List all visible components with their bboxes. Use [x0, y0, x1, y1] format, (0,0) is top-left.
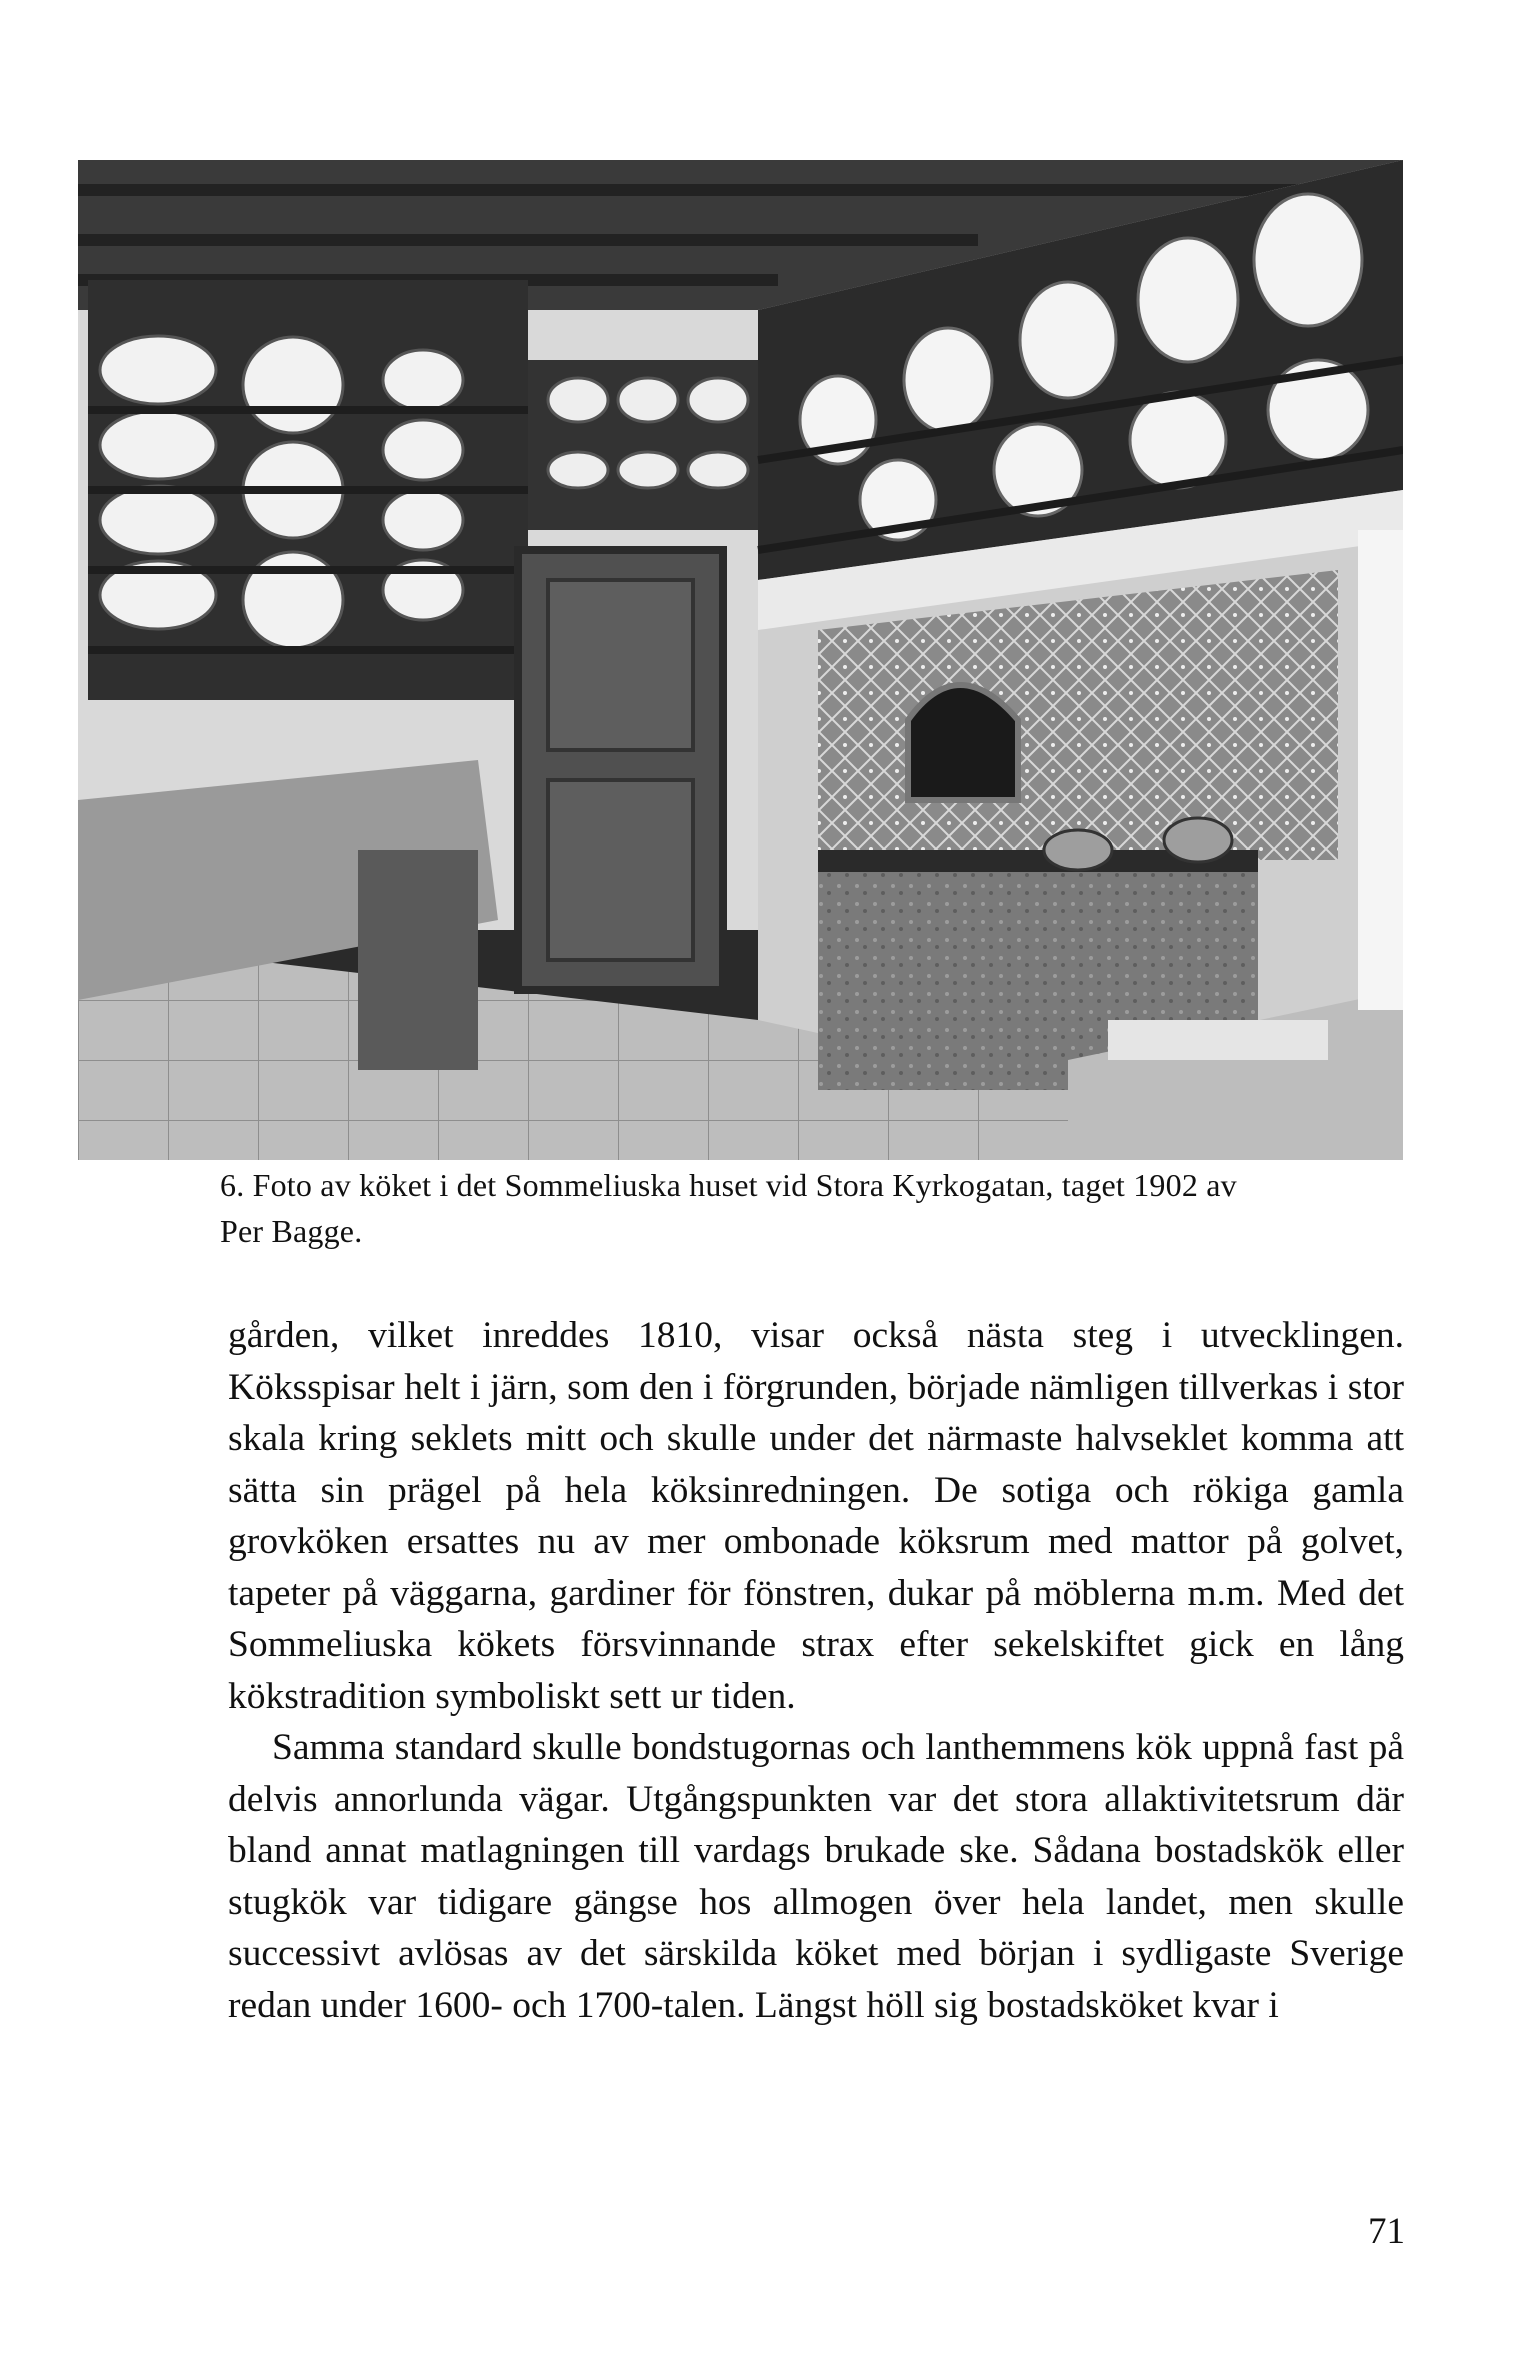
caption-line-2: Per Bagge. — [220, 1213, 363, 1249]
kitchen-photograph — [78, 160, 1403, 1160]
paragraph-1: gården, vilket inreddes 1810, visar också nästa steg i utvecklingen. Köksspisar helt i järn, som den i förgrunden, började nämligen tillverkas i stor skala kring seklets mitt och skulle under det närmaste halvseklet komma att sätta sin prägel på hela köksinredningen. De sotiga och rökiga gamla grovköken ersattes nu av mer ombonade köksrum med mattor på golvet, tapeter på väggarna, gardiner för fönstren, dukar på möblerna m.m. Med det Sommeliuska kökets försvinnande strax efter sekelskiftet gick en lång kökstradition symboliskt sett ur tiden. — [228, 1315, 1404, 1717]
page-number: 71 — [1368, 2211, 1405, 2252]
body-text — [228, 1310, 1404, 2031]
kitchen-photo-image — [78, 160, 1403, 1160]
paragraph-2: Samma standard skulle bondstugornas och lanthemmens kök uppnå fast på delvis annorlunda vägar. Utgångspunkten var det stora allaktivitetsrum där bland annat matlagningen till vardags brukade ske. Sådana bostadskök eller stugkök var tidigare gängse hos allmogen över hela landet, men skulle successivt avlösas av det särskilda köket med början i sydligaste Sverige redan under 1600- och 1700-talen. Längst höll sig bostadsköket kvar i — [228, 1727, 1404, 2026]
figure-caption — [220, 1162, 1400, 1254]
caption-line-1: 6. Foto av köket i det Sommeliuska huset vid Stora Kyrkogatan, taget 1902 av — [220, 1167, 1237, 1203]
